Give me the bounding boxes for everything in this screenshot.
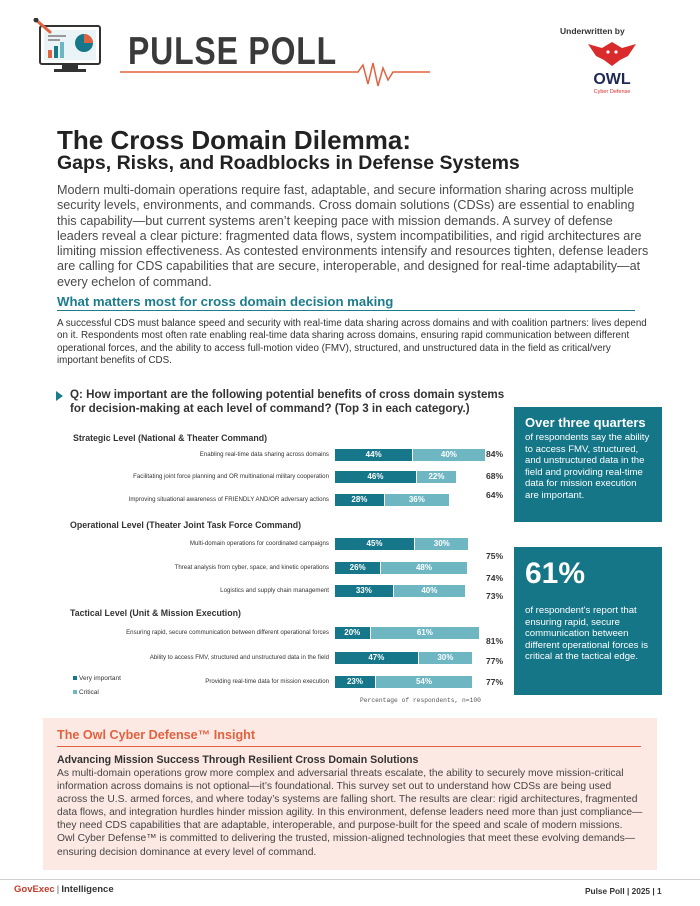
- insight-subtitle: Advancing Mission Success Through Resilient Cross Domain Solutions: [57, 754, 419, 766]
- bar-segment-critical: 30%: [419, 652, 472, 664]
- question-arrow-icon: [56, 391, 63, 401]
- command-level-title: Operational Level (Theater Joint Task Force Command): [70, 520, 302, 530]
- bar-label: Threat analysis from cyber, space, and kinetic operations: [174, 564, 329, 571]
- bar-segment-very-important: 26%: [335, 562, 380, 574]
- underwritten-by-label: Underwritten by: [560, 26, 625, 36]
- insight-divider: [57, 746, 641, 747]
- bar-segment-very-important: 33%: [335, 585, 393, 597]
- bar-segment-very-important: 45%: [335, 538, 414, 550]
- footer-divider: [0, 879, 700, 880]
- legend-swatch-critical: [73, 690, 77, 694]
- insight-box: [43, 718, 657, 870]
- bar-segment-critical: 36%: [385, 494, 449, 506]
- sub-title: Gaps, Risks, and Roadblocks in Defense Systems: [57, 152, 520, 174]
- command-level-title: Tactical Level (Unit & Mission Execution): [70, 608, 241, 618]
- bar-total-value: 77%: [486, 656, 504, 666]
- bar-label: Providing real-time data for mission execution: [205, 678, 329, 685]
- bar-segment-critical: 40%: [413, 449, 484, 461]
- pulse-poll-title: PULSE POLL: [128, 30, 337, 73]
- owl-logo-subtext: Cyber Defense: [593, 89, 631, 95]
- section-body: A successful CDS must balance speed and security with real-time data sharing across domains and with coalition partners: lives depend on it. Respondents most often rate enabling real-time data sharing across domains, ensuring rapid communication between different operational forces, and the ability to access full-motion video (FMV), structured, and unstructured data in the field as critical/very important benefits of CDS.: [57, 318, 647, 366]
- bar-total-value: 84%: [486, 449, 504, 459]
- survey-question: Q: How important are the following potential benefits of cross domain systems for decision-making at each level of command? (Top 3 in each category.): [70, 388, 505, 415]
- bar-segment-critical: 30%: [415, 538, 468, 550]
- bar-total-value: 75%: [486, 551, 504, 561]
- legend-swatch-very-important: [73, 676, 77, 680]
- callout-61-percent: [514, 547, 662, 695]
- bar-label: Ability to access FMV, structured and unstructured data in the field: [149, 654, 329, 661]
- owl-icon: [584, 38, 640, 100]
- callout-headline: Over three quarters: [525, 415, 646, 430]
- bar-segment-very-important: 47%: [335, 652, 418, 664]
- bar-segment-critical: 61%: [371, 627, 480, 639]
- bar-total-value: 73%: [486, 591, 504, 601]
- command-level-title: Strategic Level (National & Theater Command): [73, 433, 268, 443]
- legend-critical: [73, 689, 99, 696]
- callout-text: of respondents say the ability to access FMV, structured, and unstructured data in the field and providing real-time data for mission execution are important.: [525, 432, 650, 501]
- bar-segment-very-important: 44%: [335, 449, 412, 461]
- legend-label: Very important: [79, 675, 121, 682]
- owl-logo-text: OWL: [593, 71, 631, 88]
- callout-three-quarters: [514, 407, 662, 522]
- bar-label: Enabling real-time data sharing across domains: [199, 451, 329, 458]
- bar-segment-critical: 48%: [381, 562, 466, 574]
- insight-body: As multi-domain operations grow more complex and adversarial threats escalate, the ability to securely move mission-critical information across domains is not optional—it’s foundational. This survey set out to understand how CDSs are being used across the U.S. armed forces, and where today’s systems are falling short. The results are clear: rigid architectures, fragmented data flows, and integration hurdles hinder mission agility. In this environment, defense leaders need more than just compliance—they need CDS capabilities that are adaptable, interoperable, and purpose-built for the speed and scale of modern missions. Owl Cyber Defense™ is committed to delivering the trusted, mission-aligned technologies that meet these evolving demands—ensuring decision dominance at every level of command.: [57, 768, 643, 858]
- main-title: The Cross Domain Dilemma:: [57, 125, 411, 155]
- legend-very-important: [73, 675, 121, 682]
- bar-segment-critical: 54%: [376, 676, 472, 688]
- bar-total-value: 74%: [486, 573, 504, 583]
- bar-segment-critical: 22%: [417, 471, 456, 483]
- bar-label: Ensuring rapid, secure communication between different operational forces: [126, 629, 329, 636]
- bar-segment-very-important: 28%: [335, 494, 384, 506]
- bar-segment-critical: 40%: [394, 585, 465, 597]
- pulse-line-graphic: [120, 62, 430, 88]
- brand-separator: |: [56, 884, 60, 895]
- bar-label: Facilitating joint force planning and OR multinational military cooperation: [133, 473, 329, 480]
- page-number: Pulse Poll | 2025 | 1: [585, 886, 662, 896]
- bar-label: Logistics and supply chain management: [220, 587, 329, 594]
- bar-total-value: 77%: [486, 677, 504, 687]
- intro-paragraph: Modern multi-domain operations require fast, adaptable, and secure information sharing across multiple security levels, environments, and commands. Cross domain solutions (CDSs) are essential to enabling this capability—but current systems aren’t keeping pace with mission demands. A survey of defense leaders reveal a clear picture: fragmented data flows, system incompatibilities, and rigid architectures are limiting mission effectiveness. As contested environments intensify and resources tighten, defense leaders are calling for CDS capabilities that are secure, interoperable, and designed for real-time adaptability—at every echelon of command.: [57, 183, 649, 289]
- bar-total-value: 68%: [486, 471, 504, 481]
- callout-headline: 61%: [525, 557, 586, 590]
- bar-segment-very-important: 23%: [335, 676, 375, 688]
- bar-total-value: 81%: [486, 636, 504, 646]
- bar-label: Improving situational awareness of FRIENDLY AND/OR adversary actions: [128, 496, 329, 503]
- section-divider: [57, 310, 635, 311]
- insight-title: The Owl Cyber Defense™ Insight: [57, 728, 256, 742]
- govexec-brand: GovExec: [14, 884, 55, 895]
- monitor-chart-icon: [32, 18, 108, 74]
- callout-text: of respondent's report that ensuring rapid, secure communication between different operational forces is critical at the tactical edge.: [525, 605, 649, 663]
- intelligence-brand: Intelligence: [61, 884, 114, 895]
- section-heading: What matters most for cross domain decision making: [57, 294, 394, 309]
- govexec-logo: [14, 884, 114, 895]
- legend-label: Critical: [79, 689, 99, 696]
- owl-cyber-defense-logo: [584, 38, 640, 100]
- chart-footnote: Percentage of respondents, n=100: [360, 697, 481, 704]
- bar-label: Multi-domain operations for coordinated campaigns: [189, 540, 329, 547]
- bar-segment-very-important: 46%: [335, 471, 416, 483]
- bar-total-value: 64%: [486, 490, 504, 500]
- bar-segment-very-important: 20%: [335, 627, 370, 639]
